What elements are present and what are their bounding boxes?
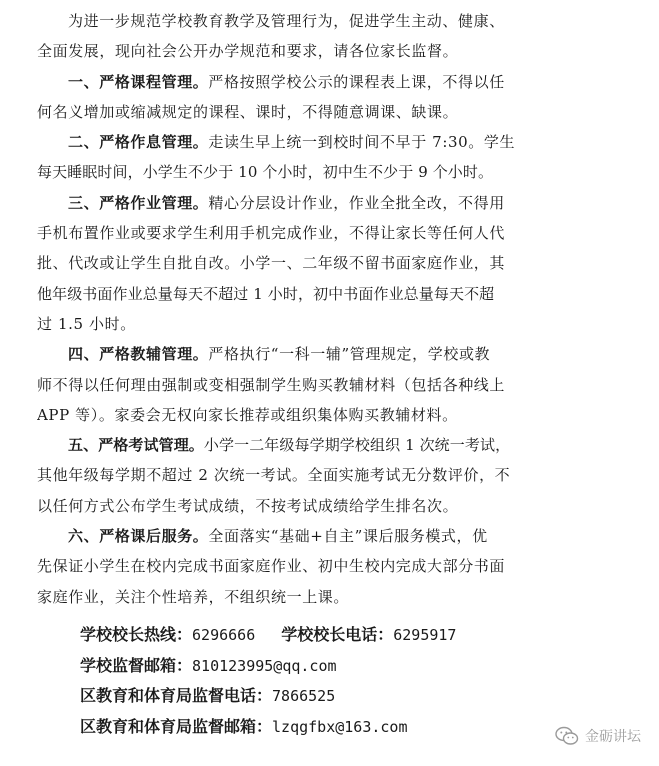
bureau-email-row bbox=[37, 712, 637, 743]
wechat-icon bbox=[555, 726, 579, 746]
rule-heading: 六、严格课后服务。 bbox=[68, 527, 209, 546]
watermark bbox=[555, 726, 641, 746]
rule-text: 何名义增加或缩减规定的课程、课时，不得随意调课、缺课。 bbox=[37, 102, 459, 121]
bureau-phone-value: 7866525 bbox=[272, 687, 336, 705]
rule-heading: 一、严格课程管理。 bbox=[68, 72, 209, 91]
rule-text: 先保证小学生在校内完成书面家庭作业、初中生校内完成大部分书面 bbox=[37, 557, 506, 576]
contact-section bbox=[37, 620, 637, 742]
school-email-row bbox=[37, 651, 637, 682]
rule-text: 手机布置作业或要求学生利用手机完成作业，不得让家长等任何人代 bbox=[37, 224, 506, 243]
rule-text: APP 等）。家委会无权向家长推荐或组织集体购买教辅材料。 bbox=[37, 405, 458, 424]
rule-text: 小学一二年级每学期学校组织 1 次统一考试， bbox=[203, 436, 511, 455]
rule-heading: 四、严格教辅管理。 bbox=[68, 345, 209, 364]
rule-heading: 二、严格作息管理。 bbox=[68, 133, 209, 152]
rule-heading: 五、严格考试管理。 bbox=[68, 436, 204, 455]
rule-heading: 三、严格作业管理。 bbox=[68, 193, 209, 212]
rule-text: 过 1.5 小时。 bbox=[37, 314, 136, 333]
hotline-number: 6296666 bbox=[192, 626, 256, 644]
rule-text: 走读生早上统一到校时间不早于 7:30。学生 bbox=[208, 133, 516, 152]
phone-label: 学校校长电话： bbox=[281, 625, 394, 644]
rule-paragraph bbox=[37, 127, 637, 157]
bureau-email-label: 区教育和体育局监督邮箱： bbox=[80, 716, 273, 736]
rule-text: 批、代改或让学生自批自改。小学一、二年级不留书面家庭作业，其 bbox=[37, 254, 506, 273]
intro-line: 全面发展，现向社会公开办学规范和要求，请各位家长监督。 bbox=[37, 42, 459, 61]
school-email-label: 学校监督邮箱： bbox=[80, 655, 193, 675]
phone-number: 6295917 bbox=[393, 626, 457, 644]
hotline-label: 学校校长热线： bbox=[80, 625, 193, 644]
rule-text: 以任何方式公布学生考试成绩，不按考试成绩给学生排名次。 bbox=[37, 496, 459, 515]
rule-paragraph bbox=[37, 67, 637, 97]
rule-text: 他年级书面作业总量每天不超过 1 小时，初中书面作业总量每天不超 bbox=[37, 284, 495, 303]
rule-text: 全面落实“基础+自主”课后服务模式，优 bbox=[208, 527, 488, 546]
rule-paragraph bbox=[37, 430, 637, 460]
rule-paragraph bbox=[37, 521, 637, 551]
school-email-value: 810123995@qq.com bbox=[192, 656, 337, 675]
bureau-phone-label: 区教育和体育局监督电话： bbox=[80, 686, 273, 705]
rule-text: 精心分层设计作业，作业全批全改，不得用 bbox=[208, 193, 505, 212]
rule-text: 每天睡眠时间，小学生不少于 10 个小时，初中生不少于 9 个小时。 bbox=[37, 163, 494, 182]
rule-text: 严格执行“一科一辅”管理规定，学校或教 bbox=[208, 345, 491, 364]
intro-line: 为进一步规范学校教育教学及管理行为，促进学生主动、健康、 bbox=[68, 12, 505, 30]
rule-text: 严格按照学校公示的课程表上课，不得以任 bbox=[208, 72, 505, 91]
rule-text: 其他年级每学期不超过 2 次统一考试。全面实施考试无分数评价，不 bbox=[37, 466, 511, 485]
rule-paragraph bbox=[37, 339, 637, 369]
principal-contacts bbox=[37, 620, 637, 651]
bureau-phone-row bbox=[37, 681, 637, 712]
document-body bbox=[37, 6, 637, 612]
rule-text: 家庭作业，关注个性培养，不组织统一上课。 bbox=[37, 587, 350, 606]
rule-paragraph bbox=[37, 188, 637, 218]
bureau-email-value: lzqgfbx@163.com bbox=[272, 717, 408, 736]
rule-text: 师不得以任何理由强制或变相强制学生购买教辅材料（包括各种线上 bbox=[37, 375, 506, 394]
watermark-text: 金砺讲坛 bbox=[585, 729, 641, 745]
